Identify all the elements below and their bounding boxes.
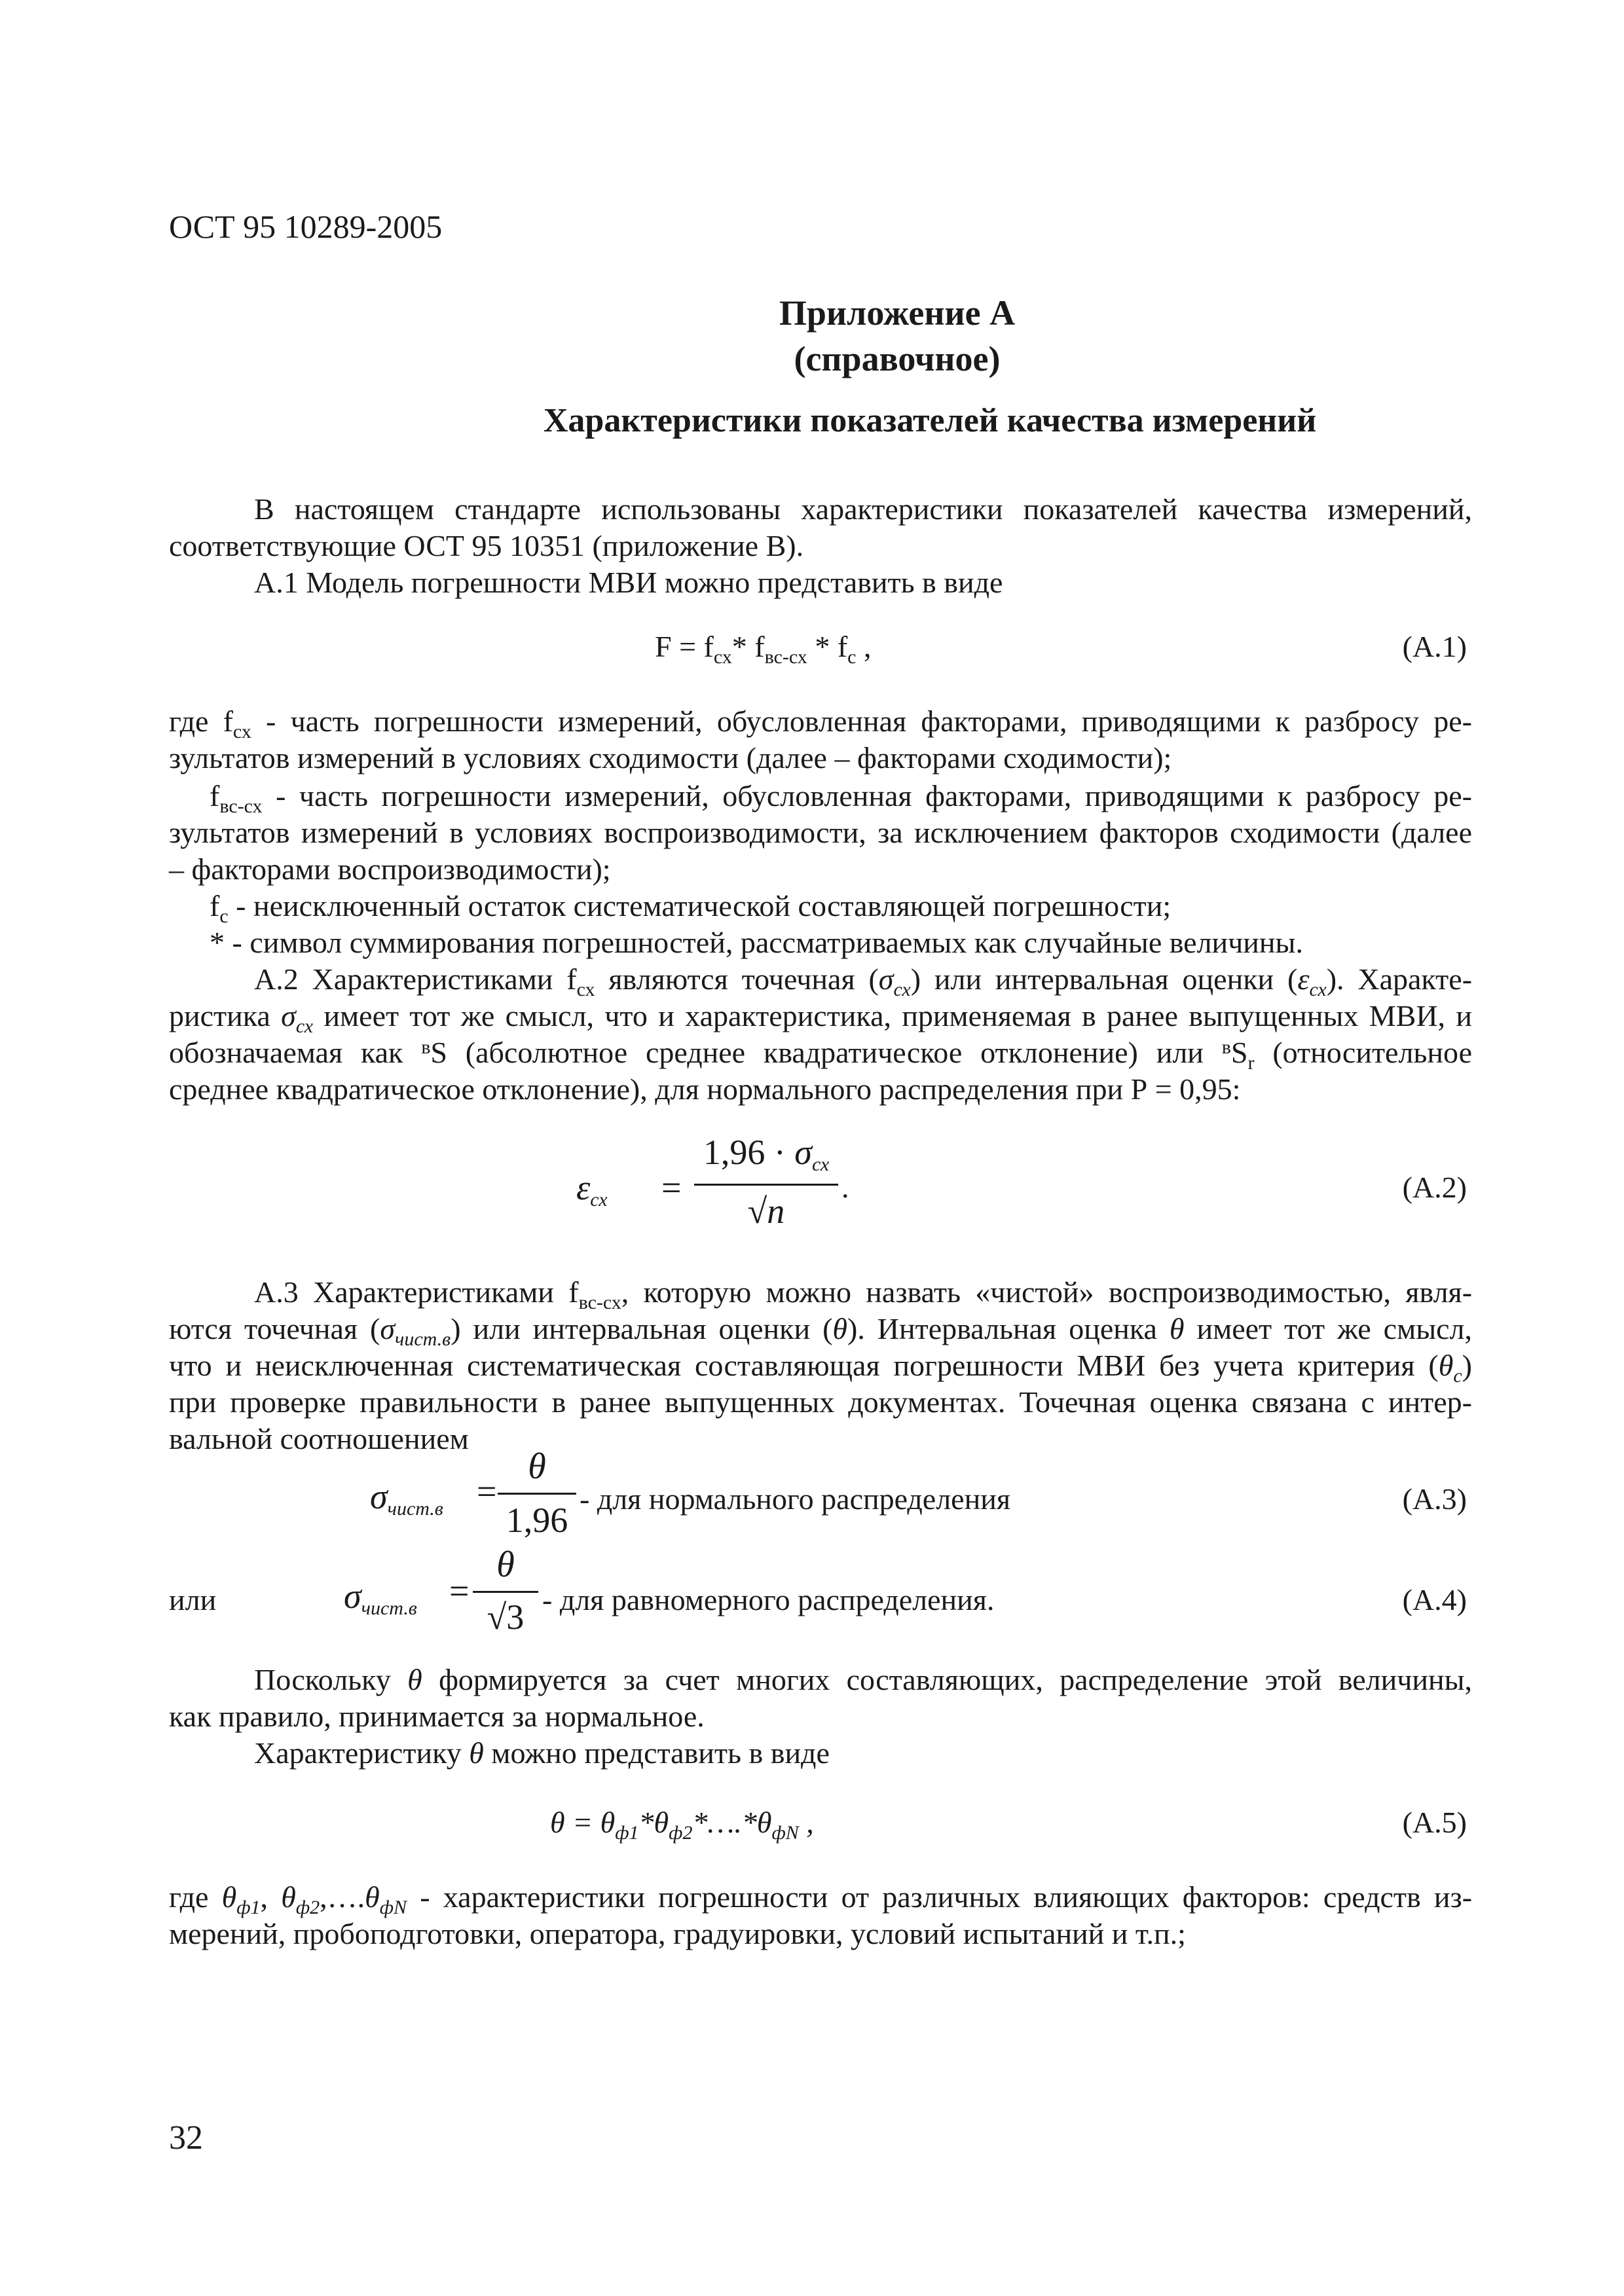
def-fvc-line-3: – факторами воспроизводимости); xyxy=(169,852,611,886)
eq-number-a2: (А.2) xyxy=(1402,1171,1467,1204)
a2-line-1: А.2 Характеристиками $f_{сх}$ являются точечная $(\sigma_{сх})$ или интервальная оценки $(\varepsilon_{сх})$. Характе- xyxy=(254,962,1473,1000)
formula-a5: $\theta = \theta_{ф1}*\theta_{ф2}*\dots.*\theta_{фN}$ , xyxy=(550,1806,814,1844)
a3-line-4: при проверке правильности в ранее выпущенных документах. Точечная оценка связана с интер- xyxy=(169,1385,1472,1419)
formula-a4-description: - для равномерного распределения. xyxy=(542,1583,995,1616)
formula-a4-lhs: $\sigma_{чист.в}$ xyxy=(344,1576,417,1619)
eq-number-a5: (А.5) xyxy=(1402,1806,1467,1839)
formula-a2-numerator: $1,96 \cdot \sigma_{сх}$ xyxy=(703,1133,830,1175)
formula-a2-denominator: √n xyxy=(747,1192,785,1231)
def-fvc-line-2: зультатов измерений в условиях воспроизводимости, за исключением факторов сходимости (далее xyxy=(169,816,1472,849)
document-number: ОСТ 95 10289-2005 xyxy=(169,208,443,245)
def-fcx-line-1: где $f_{сх}$ - часть погрешности измерений, обусловленная факторами, приводящими к разбросу ре- xyxy=(169,704,1472,742)
formula-a4-numerator: θ xyxy=(496,1544,515,1585)
formula-a1: $F = f_{сх}*$ $f_{вс-сх} * f_с$ , xyxy=(655,630,872,668)
theta-def-line-1: где $\theta_{ф1}$, $\theta_{ф2},\dots.\theta_{фN}$ - характеристики погрешности от различных влияющих факторов: средств из- xyxy=(169,1880,1473,1918)
formula-a3-equals: = xyxy=(477,1472,497,1511)
formula-a3-description: - для нормального распределения xyxy=(580,1482,1010,1516)
eq-number-a4: (А.4) xyxy=(1402,1583,1467,1616)
intro-line-1: В настоящем стандарте использованы характеристики показателей качества измерений, xyxy=(254,492,1472,526)
theta-para-line-1: Поскольку θ формируется за счет многих составляющих, распределение этой величины, xyxy=(254,1663,1472,1696)
formula-a2-lhs: $\varepsilon_{сх}$ xyxy=(576,1168,608,1211)
formula-a3-lhs: $\sigma_{чист.в}$ xyxy=(370,1477,443,1520)
formula-a3-numerator: θ xyxy=(528,1446,546,1487)
formula-a3-fraction-bar xyxy=(498,1493,576,1495)
formula-a3-denominator: 1,96 xyxy=(506,1501,568,1540)
a2-line-3: обозначаемая как $^в$S (абсолютное среднее квадратическое отклонение) или $^вS_r$ (относительное xyxy=(169,1036,1472,1074)
a2-line-4: среднее квадратическое отклонение), для нормального распределения при Р = 0,95: xyxy=(169,1072,1241,1106)
a1-text: А.1 Модель погрешности МВИ можно представить в виде xyxy=(254,566,1003,599)
formula-a4-equals: = xyxy=(449,1571,470,1611)
eq-number-a1: (А.1) xyxy=(1402,630,1467,663)
def-fvc-line-1: $f_{вс-сх}$ - часть погрешности измерений, обусловленная факторами, приводящими к разбросу ре- xyxy=(210,779,1472,817)
eq-number-a3: (А.3) xyxy=(1402,1482,1467,1516)
section-title: Характеристики показателей качества измерений xyxy=(543,402,1317,439)
a3-line-2: ются точечная $(\sigma_{чист.в})$ или интервальная оценки (θ). Интервальная оценка θ имеет тот же смысл, xyxy=(169,1312,1472,1350)
formula-a4-denominator: √3 xyxy=(487,1597,525,1637)
a2-line-2: ристика $\sigma_{сх}$ имеет тот же смысл, что и характеристика, применяемая в ранее выпущенных МВИ, и xyxy=(169,999,1472,1037)
theta-def-line-2: мерений, пробоподготовки, оператора, градуировки, условий испытаний и т.п.; xyxy=(169,1917,1186,1950)
page-number: 32 xyxy=(169,2119,203,2157)
formula-a2-fraction-bar xyxy=(694,1184,838,1186)
theta-para-line-3: Характеристику θ можно представить в виде xyxy=(254,1736,830,1770)
a3-line-1: А.3 Характеристиками $f_{вс-сх}$, которую можно назвать «чистой» воспроизводимостью, явля- xyxy=(254,1275,1473,1313)
def-fc: $f_с$ - неисключенный остаток систематической составляющей погрешности; xyxy=(210,889,1172,927)
theta-para-line-2: как правило, принимается за нормальное. xyxy=(169,1700,705,1733)
def-fcx-line-2: зультатов измерений в условиях сходимости (далее – факторами сходимости); xyxy=(169,741,1172,774)
formula-a2-dot: . xyxy=(841,1171,849,1204)
a3-line-3: что и неисключенная систематическая составляющая погрешности МВИ без учета критерия $(\theta_с)$ xyxy=(169,1349,1472,1387)
def-asterisk: * - символ суммирования погрешностей, рассматриваемых как случайные величины. xyxy=(210,926,1303,959)
formula-a4-fraction-bar xyxy=(473,1591,538,1593)
intro-line-2: соответствующие ОСТ 95 10351 (приложение В). xyxy=(169,529,804,562)
appendix-title: Приложение А xyxy=(779,293,1016,333)
appendix-kind: (справочное) xyxy=(794,339,1001,378)
a3-line-5: вальной соотношением xyxy=(169,1422,469,1455)
formula-a4-or: или xyxy=(169,1583,217,1616)
formula-a2-equals: = xyxy=(661,1168,682,1207)
